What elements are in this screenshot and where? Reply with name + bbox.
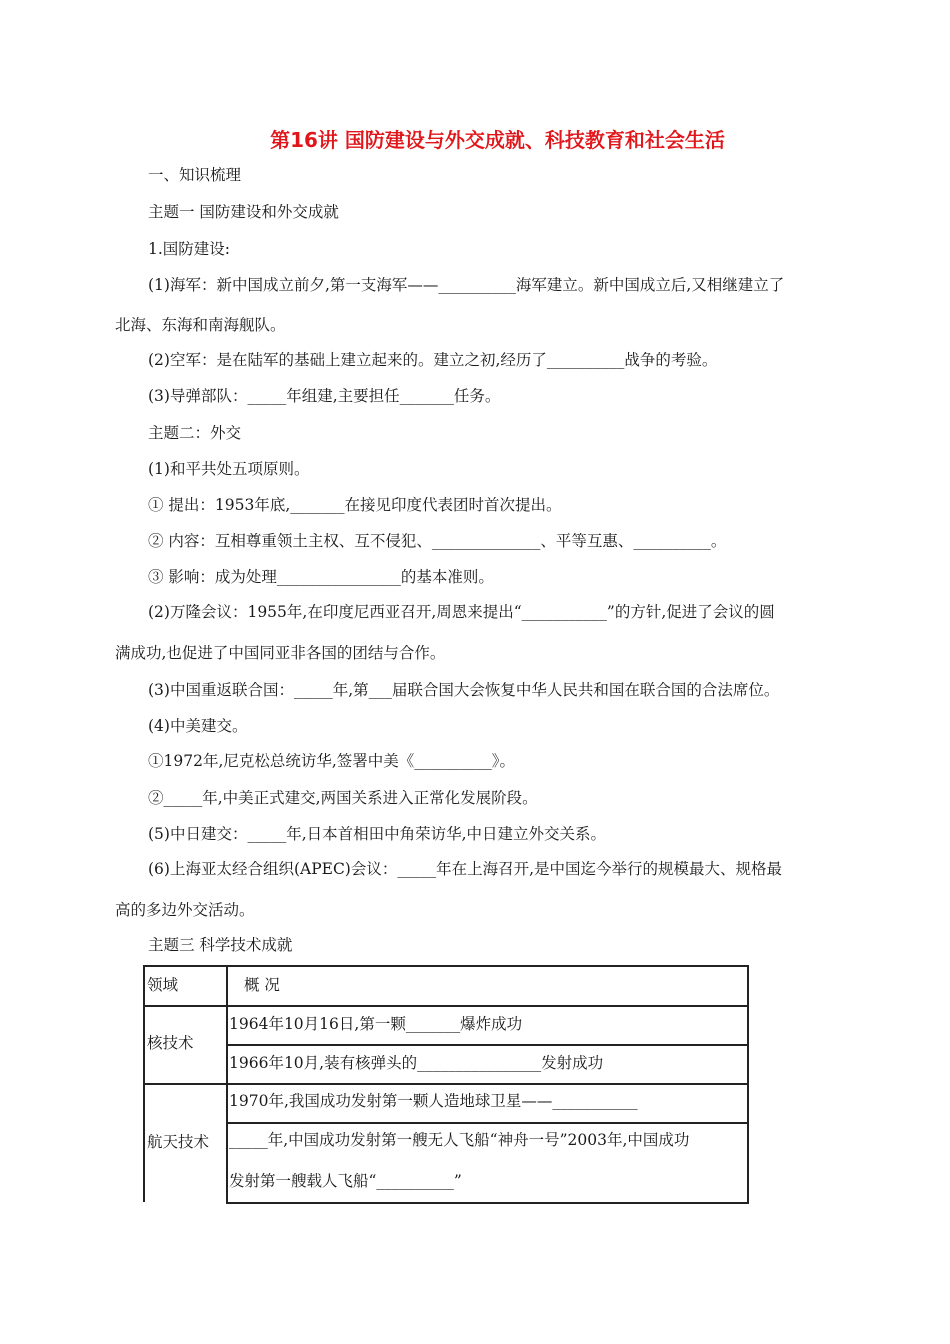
table-cell: _____年,中国成功发射第一艘无人飞船“神舟一号”2003年,中国成功 [229,1131,690,1149]
topic-heading: 主题二：外交 [148,424,242,442]
paragraph-line: (2)空军：是在陆军的基础上建立起来的。建立之初,经历了__________战争的考验。 [148,351,718,369]
paragraph-line: ② 内容：互相尊重领土主权、互不侵犯、______________、平等互惠、__________。 [148,532,727,550]
table-cell: 1970年,我国成功发射第一颗人造地球卫星——___________ [229,1092,638,1110]
paragraph-line: (5)中日建交：_____年,日本首相田中角荣访华,中日建立外交关系。 [148,825,607,843]
table-border [143,1005,749,1007]
table-header-field: 领域 [147,976,179,994]
paragraph-line: (2)万隆会议：1955年,在印度尼西亚召开,周恩来提出“___________”的方针,促进了会议的圆 [148,603,775,621]
paragraph-line: 满成功,也促进了中国同亚非各国的团结与合作。 [115,644,446,662]
paragraph-line: (3)中国重返联合国：_____年,第___届联合国大会恢复中华人民共和国在联合国的合法席位。 [148,681,780,699]
table-cell-field: 航天技术 [147,1133,210,1151]
paragraph-line: (3)导弹部队：_____年组建,主要担任_______任务。 [148,387,501,405]
paragraph-line: (1)和平共处五项原则。 [148,460,310,478]
table-cell: 发射第一艘载人飞船“__________” [229,1172,462,1190]
table-cell: 1966年10月,装有核弹头的________________发射成功 [229,1054,604,1072]
paragraph-line: ①1972年,尼克松总统访华,签署中美《__________》。 [148,752,516,770]
topic-heading: 主题一 国防建设和外交成就 [148,203,339,221]
paragraph-line: ②_____年,中美正式建交,两国关系进入正常化发展阶段。 [148,789,538,807]
paragraph-line: ① 提出：1953年底,_______在接见印度代表团时首次提出。 [148,496,562,514]
table-border [143,1083,749,1085]
paragraph-line: ③ 影响：成为处理________________的基本准则。 [148,568,494,586]
topic-heading: 主题三 科学技术成就 [148,936,293,954]
page-title: 第16讲 国防建设与外交成就、科技教育和社会生活 [270,128,725,152]
table-cell: 1964年10月16日,第一颗_______爆炸成功 [229,1015,523,1033]
table-border [227,1202,749,1204]
subheading: 1.国防建设: [148,240,231,258]
table-border [227,1044,749,1046]
paragraph-line: (4)中美建交。 [148,717,248,735]
section-heading: 一、知识梳理 [148,166,242,184]
table-cell-field: 核技术 [147,1034,194,1052]
paragraph-line: 北海、东海和南海舰队。 [115,316,286,334]
paragraph-line: (6)上海亚太经合组织(APEC)会议：_____年在上海召开,是中国迄今举行的规模最大、规格最 [148,860,783,878]
paragraph-line: 高的多边外交活动。 [115,901,255,919]
table-border [227,1122,749,1124]
table-border [226,965,228,1204]
table-border [747,965,749,1204]
table-border [143,965,749,967]
paragraph-line: (1)海军：新中国成立前夕,第一支海军——__________海军建立。新中国成立后,又相继建立了 [148,276,785,294]
table-header-overview: 概 况 [244,976,280,994]
